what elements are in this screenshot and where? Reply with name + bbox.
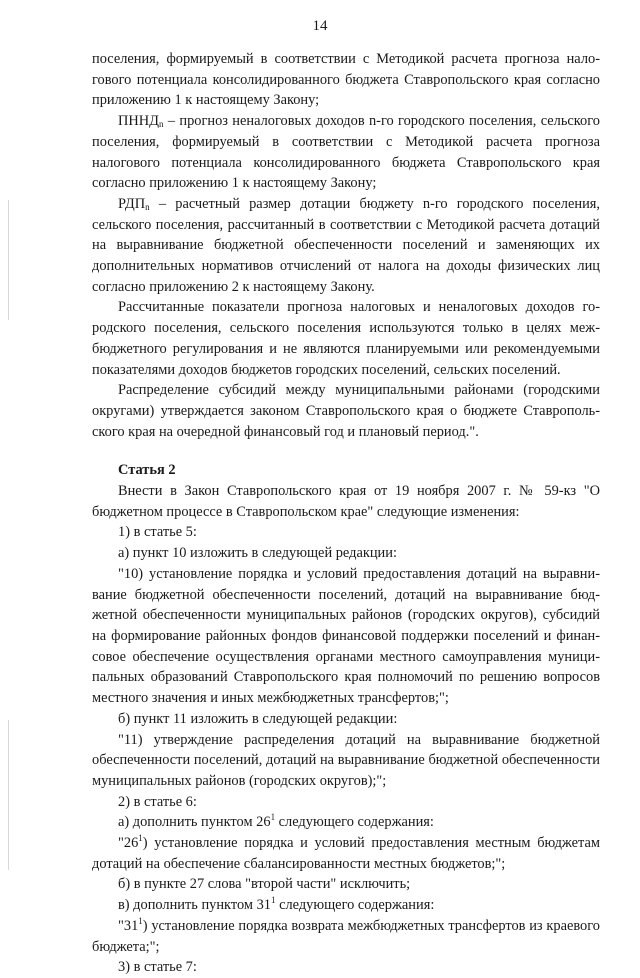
paragraph: поселения, формируемый в соответствии с Методикой расчета прогноза налогового потенциала консолидированного бюджета Ставропольского края согласно приложению 1 к настоящему Закону; <box>92 51 600 109</box>
spacer <box>92 442 600 460</box>
quoted-amendment: "11) утверждение распределения дотаций на выравнивание бюджетной обеспеченности поселений, дотаций на выравнивание бюджетной обеспеченности муниципальных районов (городских округов);"; <box>92 731 600 789</box>
paragraph: Внести в Закон Ставропольского края от 19 ноября 2007 г. № 59-кз "О бюджетном процессе в Ставропольском крае" следующие изменения: <box>92 483 600 520</box>
paragraph: Рассчитанные показатели прогноза налоговых и неналоговых доходов городского поселения, сельского поселения используются только в целях межбюджетного регулирования и не являются планируемыми или рекомендуемыми показателями доходов бюджетов городских поселений, сельских поселений. <box>92 299 600 378</box>
list-item: б) в пункте 27 слова "второй части" исключить; <box>118 876 411 893</box>
paragraph: Распределение субсидий между муниципальными районами (городскими округами) утверждается законом Ставропольского края о бюджете Ставропольского края на очередной финансовый год и плановый период.". <box>92 382 600 440</box>
list-item: 1) в статье 5: <box>118 524 197 541</box>
term-pnnd: $ПННД_n$ <box>118 113 164 130</box>
article-heading: Статья 2 <box>118 462 176 479</box>
list-item: а) пункт 10 изложить в следующей редакции: <box>118 545 397 562</box>
paragraph-pnnd: $ПННД_n$ – прогноз неналоговых доходов n-го городского поселения, сельского поселения, формируемый в соответствии с Методикой расчета прогноза налогового потенциала консолидированного бюджета Ставропольского края согласно приложению 1 к настоящему Закону; <box>92 113 600 192</box>
list-item: в) дополнить пунктом $31^1$ следующего содержания: <box>118 895 435 914</box>
term-rdp: $РДП_n$ <box>118 195 150 212</box>
list-item: б) пункт 11 изложить в следующей редакции: <box>118 710 398 727</box>
quoted-amendment: "10) установление порядка и условий предоставления дотаций на выравнивание бюджетной обеспеченности поселений, дотаций на выравнивание бюджетной обеспеченности муниципальных районов (городских округов), субсидий на формирование районных фондов финансовой поддержки поселений и финансовое обеспечение осуществления органами местного самоуправления муниципальных образований Ставропольского края полномочий по решению вопросов местного значения и иных межбюджетных трансфертов;"; <box>92 565 600 707</box>
document-body <box>92 49 600 978</box>
list-item: 2) в статье 6: <box>118 793 197 810</box>
list-item: а) дополнить пунктом $26^1$ следующего содержания: <box>118 812 434 831</box>
scan-edge-bottom <box>8 720 9 870</box>
page-number: 14 <box>312 18 328 34</box>
list-item: 3) в статье 7: <box>118 959 197 976</box>
quoted-amendment: "$26^1$) установление порядка и условий предоставления местным бюджетам дотаций на обеспечение сбалансированности местных бюджетов;"; <box>92 833 600 872</box>
quoted-amendment: "$31^1$) установление порядка возврата межбюджетных трансфертов из краевого бюджета;"; <box>92 915 600 955</box>
paragraph-rdp: $РДП_n$ – расчетный размер дотации бюджету n-го городского поселения, сельского поселения, рассчитанный в соответствии с Методикой расчета дотаций на выравнивание бюджетной обеспеченности поселений и заменяющих их дополнительных нормативов отчислений от налога на доходы физических лиц согласно приложению 2 к настоящему Закону. <box>92 195 600 295</box>
scan-edge-top <box>8 200 9 320</box>
